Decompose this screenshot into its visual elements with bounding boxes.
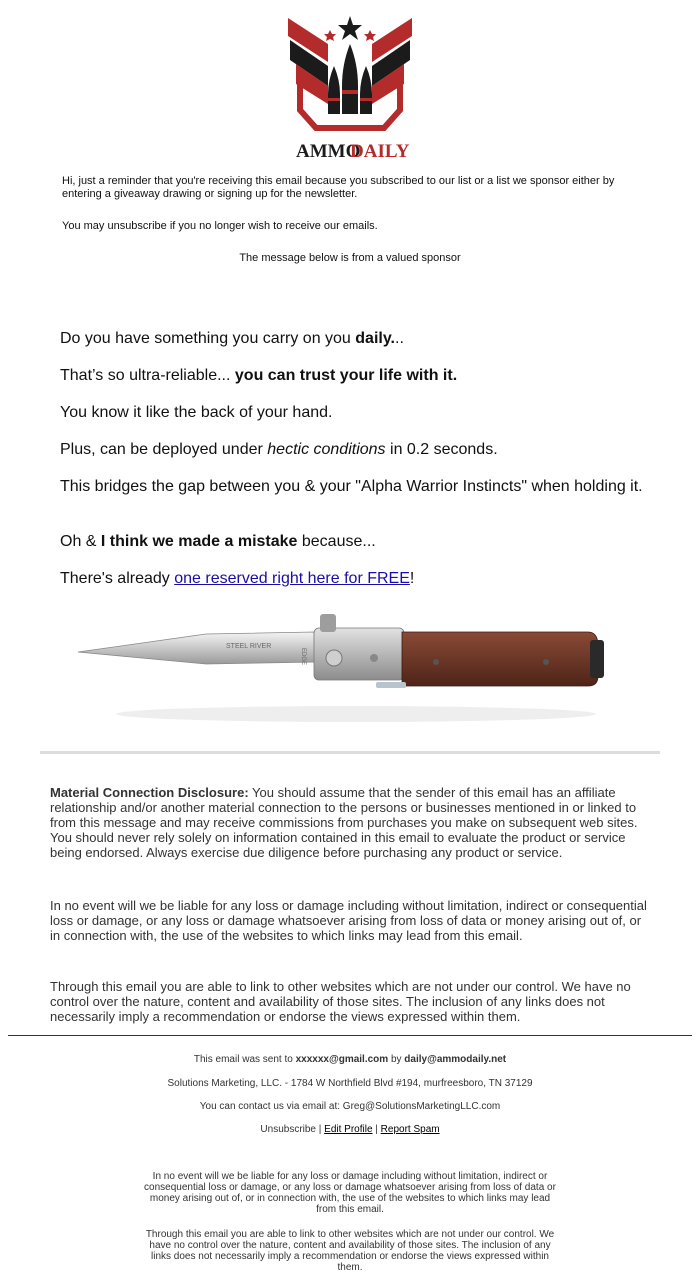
message-paragraph-7: There's already one reserved right here for FREE! [60,570,415,587]
sponsor-note: The message below is from a valued sponsor [239,252,461,264]
free-offer-link[interactable]: one reserved right here for FREE [174,570,410,587]
footer-liability-text: In no event will we be liable for any loss or damage including without limitation, indirect or consequential loss or damage, or any loss or damage whatsoever arising from loss of data or money arising out of, or in connection with, the use of the websites to which links may lead from this email. [144,1171,556,1215]
message-paragraph-5: This bridges the gap between you & your "Alpha Warrior Instincts" when holding it. [60,478,643,495]
section-divider [40,751,660,754]
logo-word-ammo: AMMO [296,141,361,162]
unsubscribe-link[interactable]: Unsubscribe [260,1124,316,1135]
message-paragraph-4: Plus, can be deployed under hectic conditions in 0.2 seconds. [60,441,498,458]
footer-links-text: Through this email you are able to link to other websites which are not under our control. We have no control over the nature, content and availability of those sites. The inclusion of any links does not necessarily imply a recommendation or endorse the views expressed within them. [145,1229,555,1273]
edit-profile-link[interactable]: Edit Profile [324,1124,373,1135]
sender-address: Solutions Marketing, LLC. - 1784 W Northfield Blvd #194, murfreesboro, TN 37129 [167,1078,533,1089]
subscription-reminder: Hi, just a reminder that you're receiving this email because you subscribed to our list or a list we sponsor either by entering a giveaway drawing or signing up for the newsletter. [62,175,615,200]
message-paragraph-3: You know it like the back of your hand. [60,404,333,421]
report-spam-link[interactable]: Report Spam [380,1124,440,1135]
sent-to-line: This email was sent to xxxxxx@gmail.com by daily@ammodaily.net [193,1054,507,1065]
liability-disclaimer: In no event will we be liable for any loss or damage including without limitation, indirect or consequential loss or damage, or any loss or damage whatsoever arising from loss of data or money arising out of, or in connection with, the use of the websites to which links may lead from this email. [50,898,647,943]
unsubscribe-note: You may unsubscribe if you no longer wish to receive our emails. [62,220,378,232]
knife-icon [76,606,608,726]
blade-engraving: STEEL RIVER [226,643,272,650]
external-links-disclaimer: Through this email you are able to link to other websites which are not under our control. We have no control over the nature, content and availability of those sites. The inclusion of any links does not necessarily imply a recommendation or endorse the views expressed within them. [50,979,631,1024]
handle-engraving: EDGE [300,648,306,666]
footer-divider [8,1035,692,1036]
contact-line: You can contact us via email at: Greg@SolutionsMarketingLLC.com [199,1101,501,1112]
message-paragraph-2: That’s so ultra-reliable... you can trust your life with it. [60,367,458,384]
material-connection-disclosure: Material Connection Disclosure: You should assume that the sender of this email has an affiliate relationship and/or another material connection to the persons or businesses mentioned in or linked to from this message and may receive commissions from purchases you make on subsequent web sites. You should never rely solely on information contained in this email to evaluate the product or service being endorsed. Always exercise due diligence before purchasing any product or service. [50,785,638,860]
logo-word-daily: DAILY [350,141,410,162]
message-paragraph-1: Do you have something you carry on you daily... [60,330,404,347]
message-paragraph-6: Oh & I think we made a mistake because... [60,533,376,550]
footer-links: Unsubscribe | Edit Profile | Report Spam [260,1124,440,1135]
logo-emblem-icon [288,14,412,162]
ammo-daily-logo [288,14,412,162]
knife-product-image[interactable] [76,606,608,726]
